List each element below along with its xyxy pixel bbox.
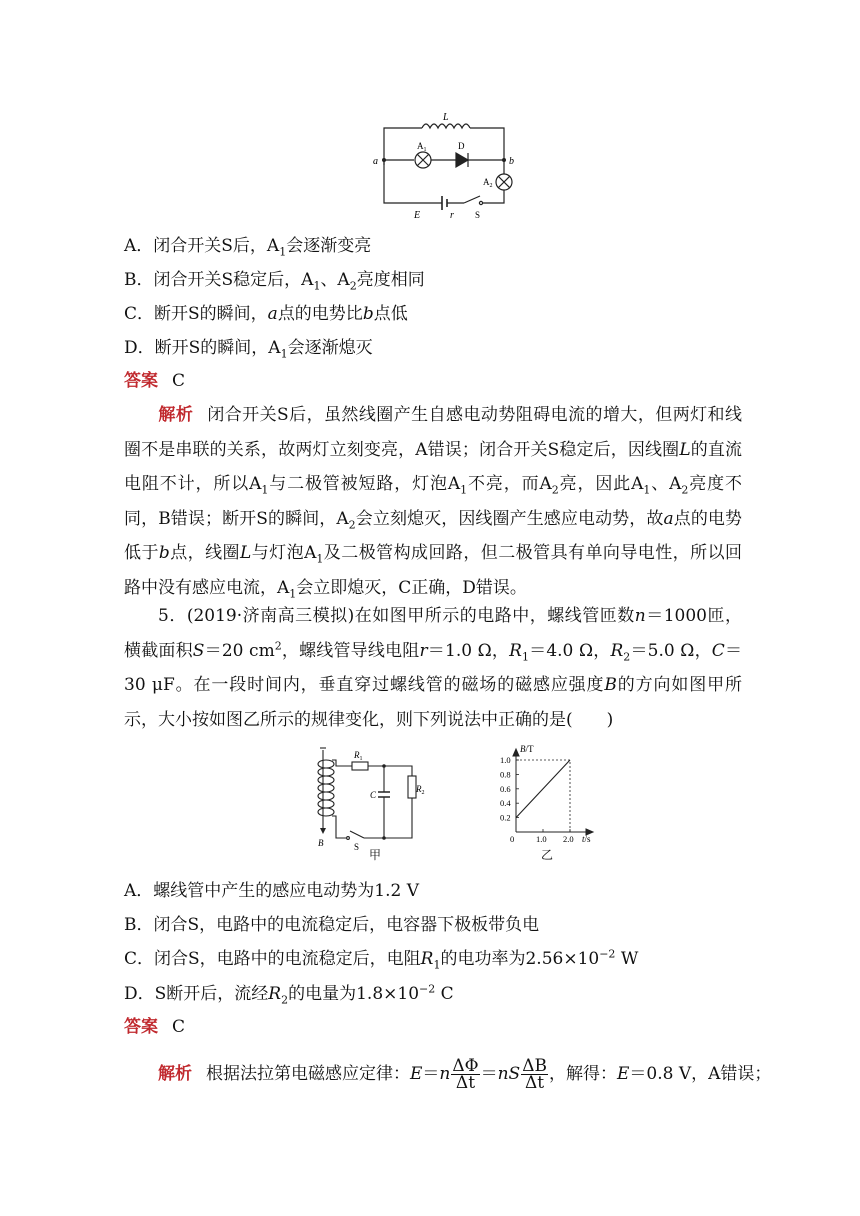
q4-option-c: C．断开S的瞬间，a点的电势比b点低 (124, 304, 408, 324)
x-tick-label: 1.0 (536, 834, 547, 844)
label-S: S (354, 842, 360, 852)
caption-jia: 甲 (369, 848, 382, 862)
label-b: b (509, 156, 514, 167)
fraction-field: $\frac{\Delta B}{\Delta t}$ (522, 1056, 547, 1093)
q4-option-d: D．断开S的瞬间，$A_1$会逐渐熄灭 (124, 338, 373, 361)
y-tick-label: 0.4 (500, 798, 511, 809)
graph-yi (496, 744, 596, 844)
q5-option-d: D．S断开后，流经$R_2$的电量为$1.8\times 10^{-2}$ C (124, 982, 454, 1007)
y-tick-label: 1.0 (500, 755, 511, 765)
label-a: a (373, 156, 378, 167)
series-line (516, 760, 570, 818)
label-R2: $R_2$ (416, 784, 425, 796)
x-tick-label: 2.0 (563, 834, 574, 844)
x-axis-label: t/s (582, 834, 591, 844)
label-S: S (475, 210, 481, 220)
y-tick-label: 0.2 (500, 812, 511, 823)
label-L: L (443, 112, 449, 123)
q5-option-b: B．闭合S，电路中的电流稳定后，电容器下极板带负电 (124, 915, 540, 935)
circuit-diagram-jia (308, 742, 428, 866)
y-tick-label: 0.8 (500, 769, 511, 780)
q4-option-b: B．闭合开关S稳定后，$A_1$、$A_2$亮度相同 (124, 270, 425, 293)
q5-answer: 答案 C (124, 1017, 186, 1037)
label-D: D (458, 141, 465, 151)
q5-option-a: A．螺线管中产生的感应电动势为1.2 V (124, 881, 419, 901)
fraction-flux: $\frac{\Delta\Phi}{\Delta t}$ (452, 1056, 479, 1093)
label-B: B (318, 838, 324, 848)
q4-analysis: 解析 闭合开关S后，虽然线圈产生自感电动势阻碍电流的增大，但两灯和线圈不是串联的关系，故两灯立刻变亮，A错误；闭合开关S稳定后，因线圈L的直流电阻不计，所以$A_1$与二极管被短路，灯泡$A_1$不亮，而$A_2$亮，因此$A_1$、$A_2$亮度不同，B错误；断开S的瞬间，$A_2$会立刻熄灭，因线圈产生感应电动势，故a点的电势低于b点，线圈L与灯泡$A_1$及二极管构成回路，但二极管具有单向导电性，所以回路中没有感应电流，$A_1$会立即熄灭，C正确，D错误。 (124, 405, 743, 600)
q5-analysis: 解析 根据法拉第电磁感应定律：E＝n $\frac{\Delta\Phi}{\Delta t}$ ＝nS $\frac{\Delta B}{\Delta t}$ ，解得：E＝0.8 V，A错误； (158, 1056, 772, 1093)
y-axis-label: B/T (520, 744, 534, 754)
origin-label: 0 (510, 834, 515, 844)
y-tick-label: 0.6 (500, 783, 511, 794)
caption-yi: 乙 (541, 848, 554, 862)
circuit-diagram-1 (370, 108, 530, 220)
q5-option-c: C．闭合S，电路中的电流稳定后，电阻$R_1$的电功率为$2.56\times 10^{-2}$ W (124, 947, 639, 972)
label-r: r (450, 210, 454, 220)
label-C: C (370, 790, 377, 800)
q5-stem: 5．(2019·济南高三模拟)在如图甲所示的电路中，螺线管匝数n＝1000匝，横截面积S＝20 $cm^2$，螺线管导线电阻r＝1.0 Ω，$R_1=4.0$ Ω，$R_2=5.0$ Ω，C＝30 μF。在一段时间内，垂直穿过螺线管的磁场的磁感应强度B的方向如图甲所示，大小按如图乙所示的规律变化，则下列说法中正确的是( ) (124, 606, 743, 730)
guide-dashed-line (516, 760, 570, 832)
solenoid-coil (318, 760, 334, 816)
label-E: E (414, 210, 421, 220)
label-A2: $A_2$ (483, 177, 493, 189)
q4-option-a: A．闭合开关S后，$A_1$会逐渐变亮 (124, 236, 372, 259)
q4-answer: 答案 C (124, 371, 186, 391)
label-R1: $R_1$ (354, 750, 363, 762)
label-A1: $A_1$ (417, 141, 427, 153)
